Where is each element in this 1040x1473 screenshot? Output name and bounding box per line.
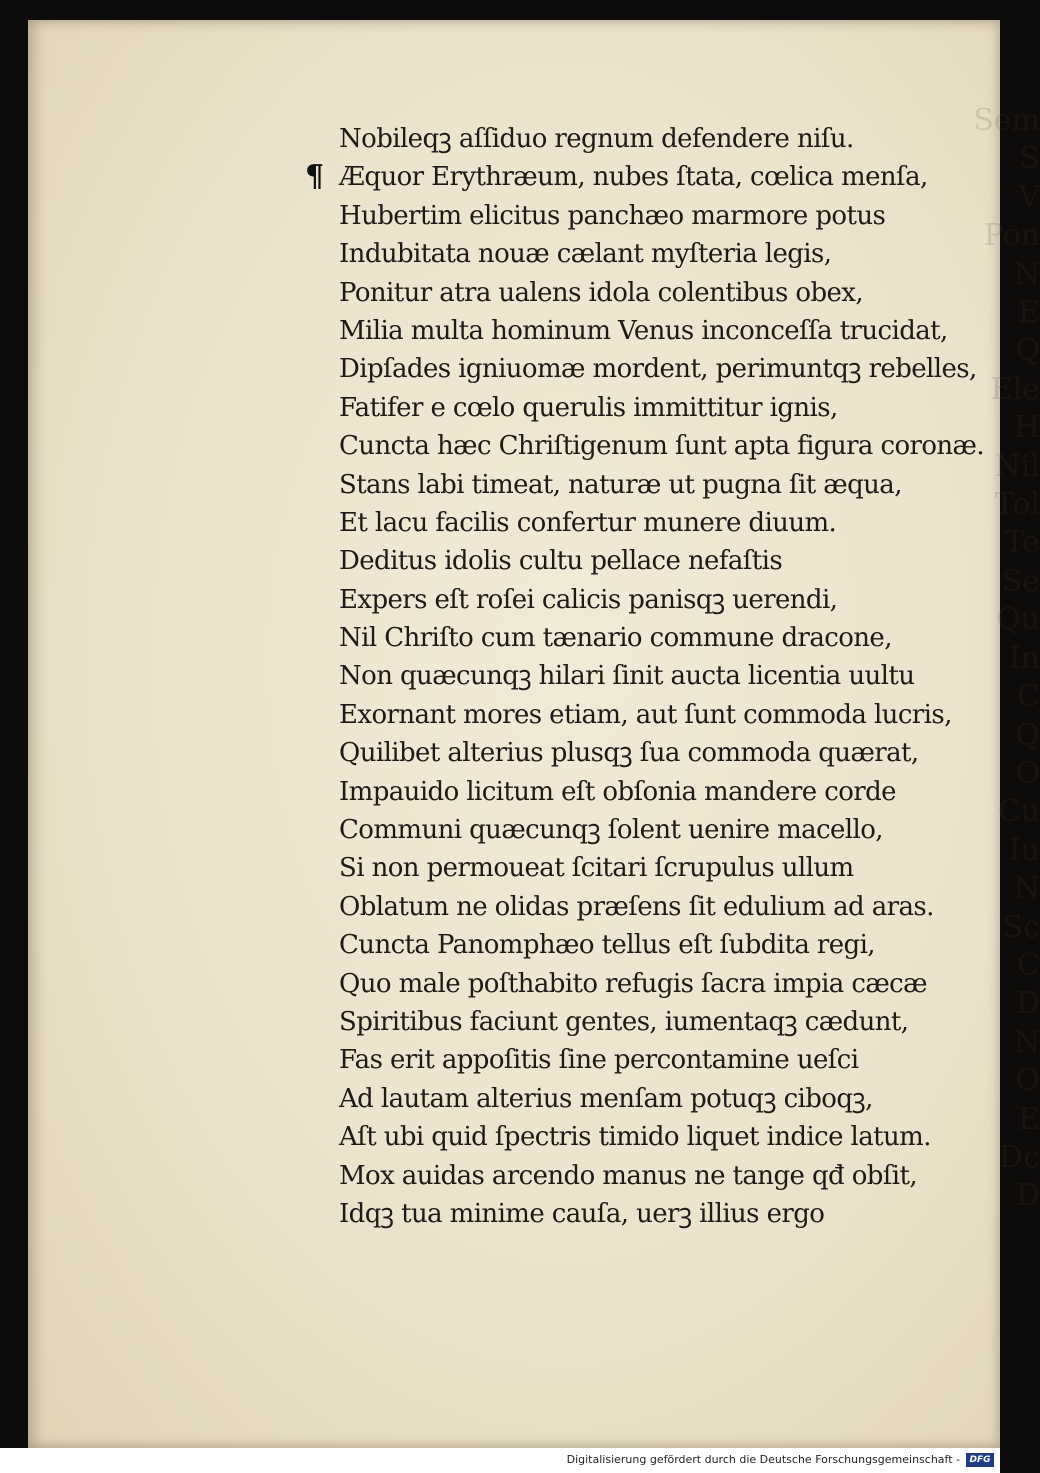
pilcrow-icon: ¶ — [305, 159, 324, 195]
dfg-logo-icon: DFG — [966, 1453, 994, 1467]
verse-line: Exornant mores etiam, aut ſunt commoda lucris, — [339, 699, 952, 730]
verse-line: Communi quæcunqꝫ ſolent uenire macello, — [339, 815, 883, 846]
verse-line: Cuncta hæc Chriſtigenum ſunt apta figura coronæ. — [339, 431, 985, 462]
verse-line: Ad lautam alterius menſam potuqꝫ ciboqꝫ, — [339, 1083, 873, 1114]
verse-line: Quilibet alterius plusqꝫ ſua commoda quærat, — [339, 738, 919, 769]
verse-line: Stans labi timeat, naturæ ut pugna ſit æqua, — [339, 469, 902, 500]
verse-line: Idqꝫ tua minime cauſa, uerꝫ illius ergo — [339, 1198, 825, 1229]
verse-line: Mox auidas arcendo manus ne tange qđ obſit, — [339, 1160, 918, 1191]
verse-line: Oblatum ne olidas præſens ſit edulium ad aras. — [339, 891, 934, 922]
verse-line: Nil Chriſto cum tænario commune dracone, — [339, 623, 892, 654]
verse-line: Ponitur atra ualens idola colentibus obex, — [339, 277, 864, 308]
verse-line: Fas erit appoſitis ſine percontamine ueſci — [339, 1045, 859, 1076]
verse-block — [305, 120, 999, 1233]
verse-line: Spiritibus faciunt gentes, iumentaqꝫ cædunt, — [339, 1006, 909, 1037]
verse-line: Indubitata nouæ cælant myſteria legis, — [339, 239, 832, 270]
verse-line: Non quæcunqꝫ hilari ſinit aucta licentia uultu — [339, 661, 915, 692]
verse-line: Nobileqꝫ aſſiduo regnum defendere niſu. — [339, 124, 854, 154]
verse-line: Hubertim elicitus panchæo marmore potus — [339, 200, 886, 231]
book-page — [28, 20, 1040, 1448]
verse-line: Cuncta Panomphæo tellus eſt ſubdita regi, — [339, 930, 875, 961]
verse-line: ¶ Æquor Erythræum, nubes ſtata, cœlica menſa, — [339, 158, 999, 196]
verse-line: Quo male poſthabito refugis ſacra impia cæcæ — [339, 968, 927, 999]
digitization-footer — [0, 1448, 1000, 1473]
verse-line: Deditus idolis cultu pellace nefaſtis — [339, 546, 783, 577]
show-through-text: Sem S V Pon N E Q Ele H Nil Tol Te Se Qu In C Q O Cu Iu N Sc C D N O E Dc D — [973, 103, 1040, 1214]
funding-notice: Digitalisierung gefördert durch die Deutsche Forschungsgemeinschaft - — [566, 1453, 960, 1466]
verse-line: Milia multa hominum Venus inconceſſa trucidat, — [339, 315, 948, 346]
verse-line: Dipſades igniuomæ mordent, perimuntqꝫ rebelles, — [339, 354, 977, 385]
verse-line: Aſt ubi quid ſpectris timido liquet indice latum. — [339, 1122, 931, 1153]
verse-line: Et lacu facilis confertur munere diuum. — [339, 507, 837, 538]
verse-line: Expers eſt roſei calicis panisqꝫ uerendi, — [339, 584, 838, 615]
verse-line: Si non permoueat ſcitari ſcrupulus ullum — [339, 853, 854, 884]
verse-line: Fatifer e cœlo querulis immittitur ignis, — [339, 392, 838, 423]
verse-line: Impauido licitum eſt obſonia mandere corde — [339, 776, 896, 807]
